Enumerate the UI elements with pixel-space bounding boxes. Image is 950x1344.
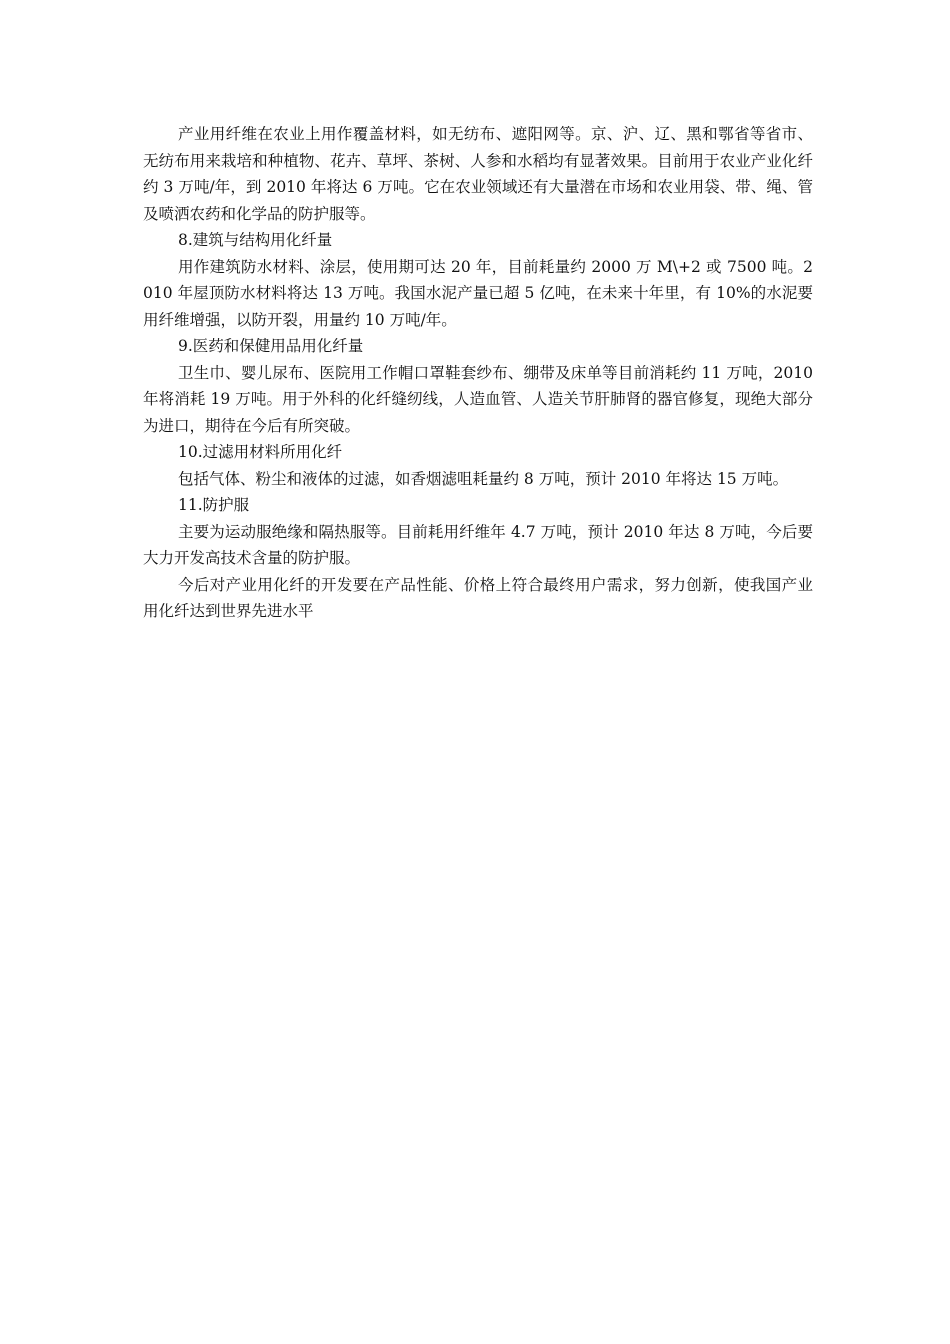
paragraph-construction: 用作建筑防水材料、涂层，使用期可达 20 年，目前耗量约 2000 万 M\+2 或 7500 吨。2010 年屋顶防水材料将达 13 万吨。我国水泥产量已超 5 亿吨，在未来十年里，有 10%的水泥要用纤维增强，以防开裂，用量约 10 万吨/年。 [143,257,813,329]
paragraph-conclusion: 今后对产业用化纤的开发要在产品性能、价格上符合最终用户需求，努力创新，使我国产业用化纤达到世界先进水平 [143,575,813,620]
paragraph-medical: 卫生巾、婴儿尿布、医院用工作帽口罩鞋套纱布、绷带及床单等目前消耗约 11 万吨，2010 年将消耗 19 万吨。用于外科的化纤缝纫线，人造血管、人造关节肝肺肾的器官修复，现绝大部分为进口，期待在今后有所突破。 [143,363,813,435]
section-heading-filtration: 10.过滤用材料所用化纤 [178,443,343,461]
section-heading-construction: 8.建筑与结构用化纤量 [178,231,333,249]
paragraph-filtration: 包括气体、粉尘和液体的过滤，如香烟滤咀耗量约 8 万吨，预计 2010 年将达 15 万吨。 [178,469,789,488]
paragraph-agriculture: 产业用纤维在农业上用作覆盖材料，如无纺布、遮阳网等。京、沪、辽、黑和鄂省等省市、无纺布用来栽培和种植物、花卉、草坪、茶树、人参和水稻均有显著效果。目前用于农业产业化纤约 3 万吨/年，到 2010 年将达 6 万吨。它在农业领域还有大量潜在市场和农业用袋、带、绳、管及喷洒农药和化学品的防护服等。 [143,125,813,223]
document-body [143,121,813,625]
section-heading-protective-clothing: 11.防护服 [178,496,250,514]
section-heading-medical: 9.医药和保健用品用化纤量 [178,337,364,355]
paragraph-protective-clothing: 主要为运动服绝缘和隔热服等。目前耗用纤维年 4.7 万吨，预计 2010 年达 8 万吨，今后要大力开发高技术含量的防护服。 [143,522,813,567]
